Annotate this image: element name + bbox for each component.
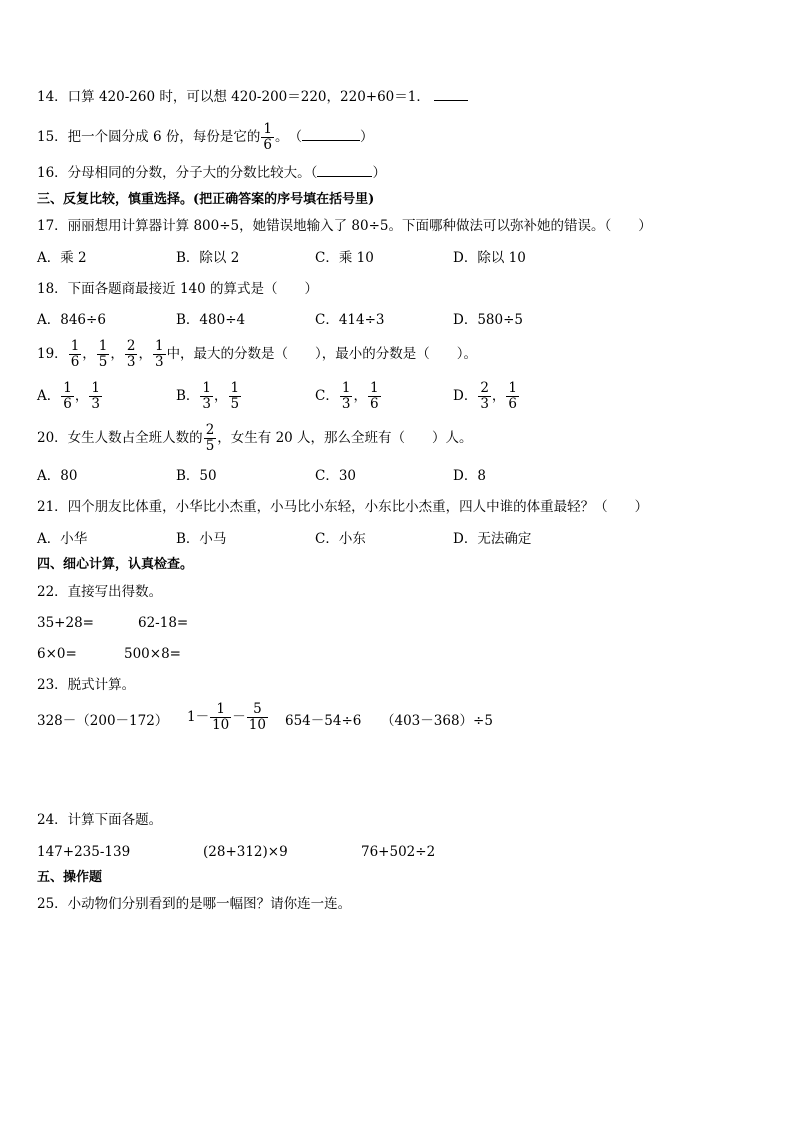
numerator: 1	[202, 380, 212, 396]
option-b[interactable]: B．小马	[176, 531, 227, 547]
answer-blank[interactable]	[434, 88, 468, 101]
denominator: 6	[508, 396, 518, 412]
option-a[interactable]: A．846÷6	[37, 312, 106, 328]
question-19	[37, 339, 477, 370]
fraction	[247, 702, 268, 733]
section-3-heading: 三、反复比较，慎重选择。(把正确答案的序号填在括号里)	[37, 192, 375, 207]
numerator: 1	[154, 338, 164, 354]
paren-open: 。 （	[274, 129, 302, 145]
option-b[interactable]: B．除以 2	[176, 250, 240, 266]
option-c[interactable]	[315, 381, 382, 412]
fraction	[210, 702, 231, 733]
calc-item: 76+502÷2	[361, 844, 436, 860]
denominator: 5	[230, 396, 240, 412]
denominator: 3	[154, 354, 164, 370]
calc-item: 147+235-139	[37, 844, 131, 860]
paren-close: ）	[359, 129, 374, 145]
option-a[interactable]: A．小华	[37, 531, 88, 547]
expression-2	[187, 702, 269, 733]
option-letter: B．	[176, 388, 200, 404]
expression-part: 1－	[187, 709, 210, 725]
denominator: 3	[202, 396, 212, 412]
numerator: 1	[230, 380, 240, 396]
numerator: 1	[508, 380, 518, 396]
separator: ，	[82, 346, 96, 362]
option-b[interactable]: B．480÷4	[176, 312, 246, 328]
denominator: 6	[63, 396, 72, 412]
option-c[interactable]: C．414÷3	[315, 312, 385, 328]
question-21-text: 21．四个朋友比体重，小华比小杰重，小马比小东轻，小东比小杰重，四人中谁的体重最轻？（ ）	[37, 499, 649, 515]
fraction	[97, 339, 110, 370]
numerator: 2	[205, 422, 215, 438]
numerator: 1	[263, 121, 272, 137]
denominator: 3	[126, 354, 136, 370]
option-d[interactable]: D．无法确定	[453, 531, 532, 547]
section-5-heading: 五、操作题	[37, 870, 103, 885]
question-23-text: 23．脱式计算。	[37, 677, 136, 693]
question-20	[37, 423, 473, 454]
numerator: 1	[210, 702, 231, 718]
separator: ，	[74, 388, 89, 404]
question-19-text: 中，最大的分数是（ ），最小的分数是（ ）。	[166, 346, 478, 362]
expression-4: （403－368）÷5	[381, 713, 493, 729]
question-16-text: 16．分母相同的分数，分子大的分数比较大。（	[37, 165, 318, 181]
numerator: 2	[126, 338, 136, 354]
separator: ，	[491, 388, 506, 404]
question-20-text-rest: ，女生有 20 人，那么全班有（ ）人。	[217, 430, 473, 446]
numerator: 1	[63, 380, 72, 396]
option-d[interactable]: D．除以 10	[453, 250, 526, 266]
question-22-text: 22．直接写出得数。	[37, 584, 163, 600]
calc-item: (28+312)×9	[203, 844, 288, 860]
option-c[interactable]: C．30	[315, 468, 357, 484]
calc-item: 6×0=	[37, 646, 77, 662]
expression-3: 654－54÷6	[285, 713, 362, 729]
option-d[interactable]: D．8	[453, 468, 486, 484]
question-number: 19．	[37, 346, 68, 362]
fraction	[340, 381, 353, 412]
option-b[interactable]: B．50	[176, 468, 217, 484]
denominator: 5	[98, 354, 108, 370]
question-16	[37, 164, 386, 182]
paren-close: ）	[372, 165, 386, 181]
numerator: 1	[91, 380, 100, 396]
question-14-text: 14．口算 420-260 时，可以想 420-200＝220，220+60＝1．	[37, 89, 430, 105]
denominator: 6	[70, 354, 80, 370]
question-17-text: 17．丽丽想用计算器计算 800÷5，她错误地输入了 80÷5。下面哪种做法可以弥补她的错误。（ ）	[37, 218, 652, 234]
separator: ，	[353, 388, 367, 404]
fraction	[153, 339, 166, 370]
calc-item: 35+28=	[37, 615, 94, 631]
section-4-heading: 四、细心计算，认真检查。	[37, 557, 194, 572]
option-c[interactable]: C．小东	[315, 531, 366, 547]
fraction	[368, 381, 381, 412]
expression-1: 328－（200－172）	[37, 713, 169, 729]
question-24-text: 24．计算下面各题。	[37, 812, 163, 828]
option-b[interactable]	[176, 381, 242, 412]
question-20-text: 20．女生人数占全班人数的	[37, 430, 203, 446]
denominator: 3	[341, 396, 351, 412]
question-15	[37, 122, 373, 153]
fraction	[506, 381, 519, 412]
option-letter: C．	[315, 388, 339, 404]
fraction	[204, 423, 217, 454]
fraction	[261, 122, 274, 153]
option-a[interactable]: A．乘 2	[37, 250, 87, 266]
calc-item: 62-18=	[138, 615, 189, 631]
separator: ，	[110, 346, 124, 362]
answer-blank[interactable]	[317, 164, 372, 177]
option-d[interactable]: D．580÷5	[453, 312, 523, 328]
denominator: 3	[480, 396, 489, 412]
fraction	[200, 381, 213, 412]
option-d[interactable]	[453, 381, 520, 412]
separator: ，	[138, 346, 152, 362]
denominator: 10	[248, 717, 266, 733]
option-a[interactable]: A．80	[37, 468, 78, 484]
fraction	[478, 381, 491, 412]
numerator: 1	[98, 338, 108, 354]
fraction	[61, 381, 74, 412]
numerator: 1	[369, 380, 379, 396]
fraction	[89, 381, 102, 412]
option-letter: A．	[37, 388, 61, 404]
denominator: 5	[205, 438, 215, 454]
question-18-text: 18．下面各题商最接近 140 的算式是（ ）	[37, 281, 319, 297]
fraction	[229, 381, 242, 412]
calc-item: 500×8=	[124, 646, 181, 662]
option-a[interactable]	[37, 381, 103, 412]
separator: ，	[214, 388, 228, 404]
numerator: 2	[480, 380, 489, 396]
numerator: 1	[341, 380, 351, 396]
question-15-text: 15．把一个圆分成 6 份，每份是它的	[37, 129, 261, 145]
expression-part: －	[232, 709, 246, 725]
question-14	[37, 88, 468, 106]
denominator: 10	[212, 717, 230, 733]
option-letter: D．	[453, 388, 478, 404]
question-25-text: 25．小动物们分别看到的是哪一幅图？请你连一连。	[37, 896, 352, 912]
denominator: 3	[91, 396, 100, 412]
denominator: 6	[263, 137, 272, 153]
fraction	[69, 339, 82, 370]
answer-blank[interactable]	[302, 128, 360, 141]
denominator: 6	[369, 396, 379, 412]
fraction	[125, 339, 138, 370]
option-c[interactable]: C．乘 10	[315, 250, 374, 266]
numerator: 1	[70, 338, 80, 354]
numerator: 5	[247, 702, 268, 718]
